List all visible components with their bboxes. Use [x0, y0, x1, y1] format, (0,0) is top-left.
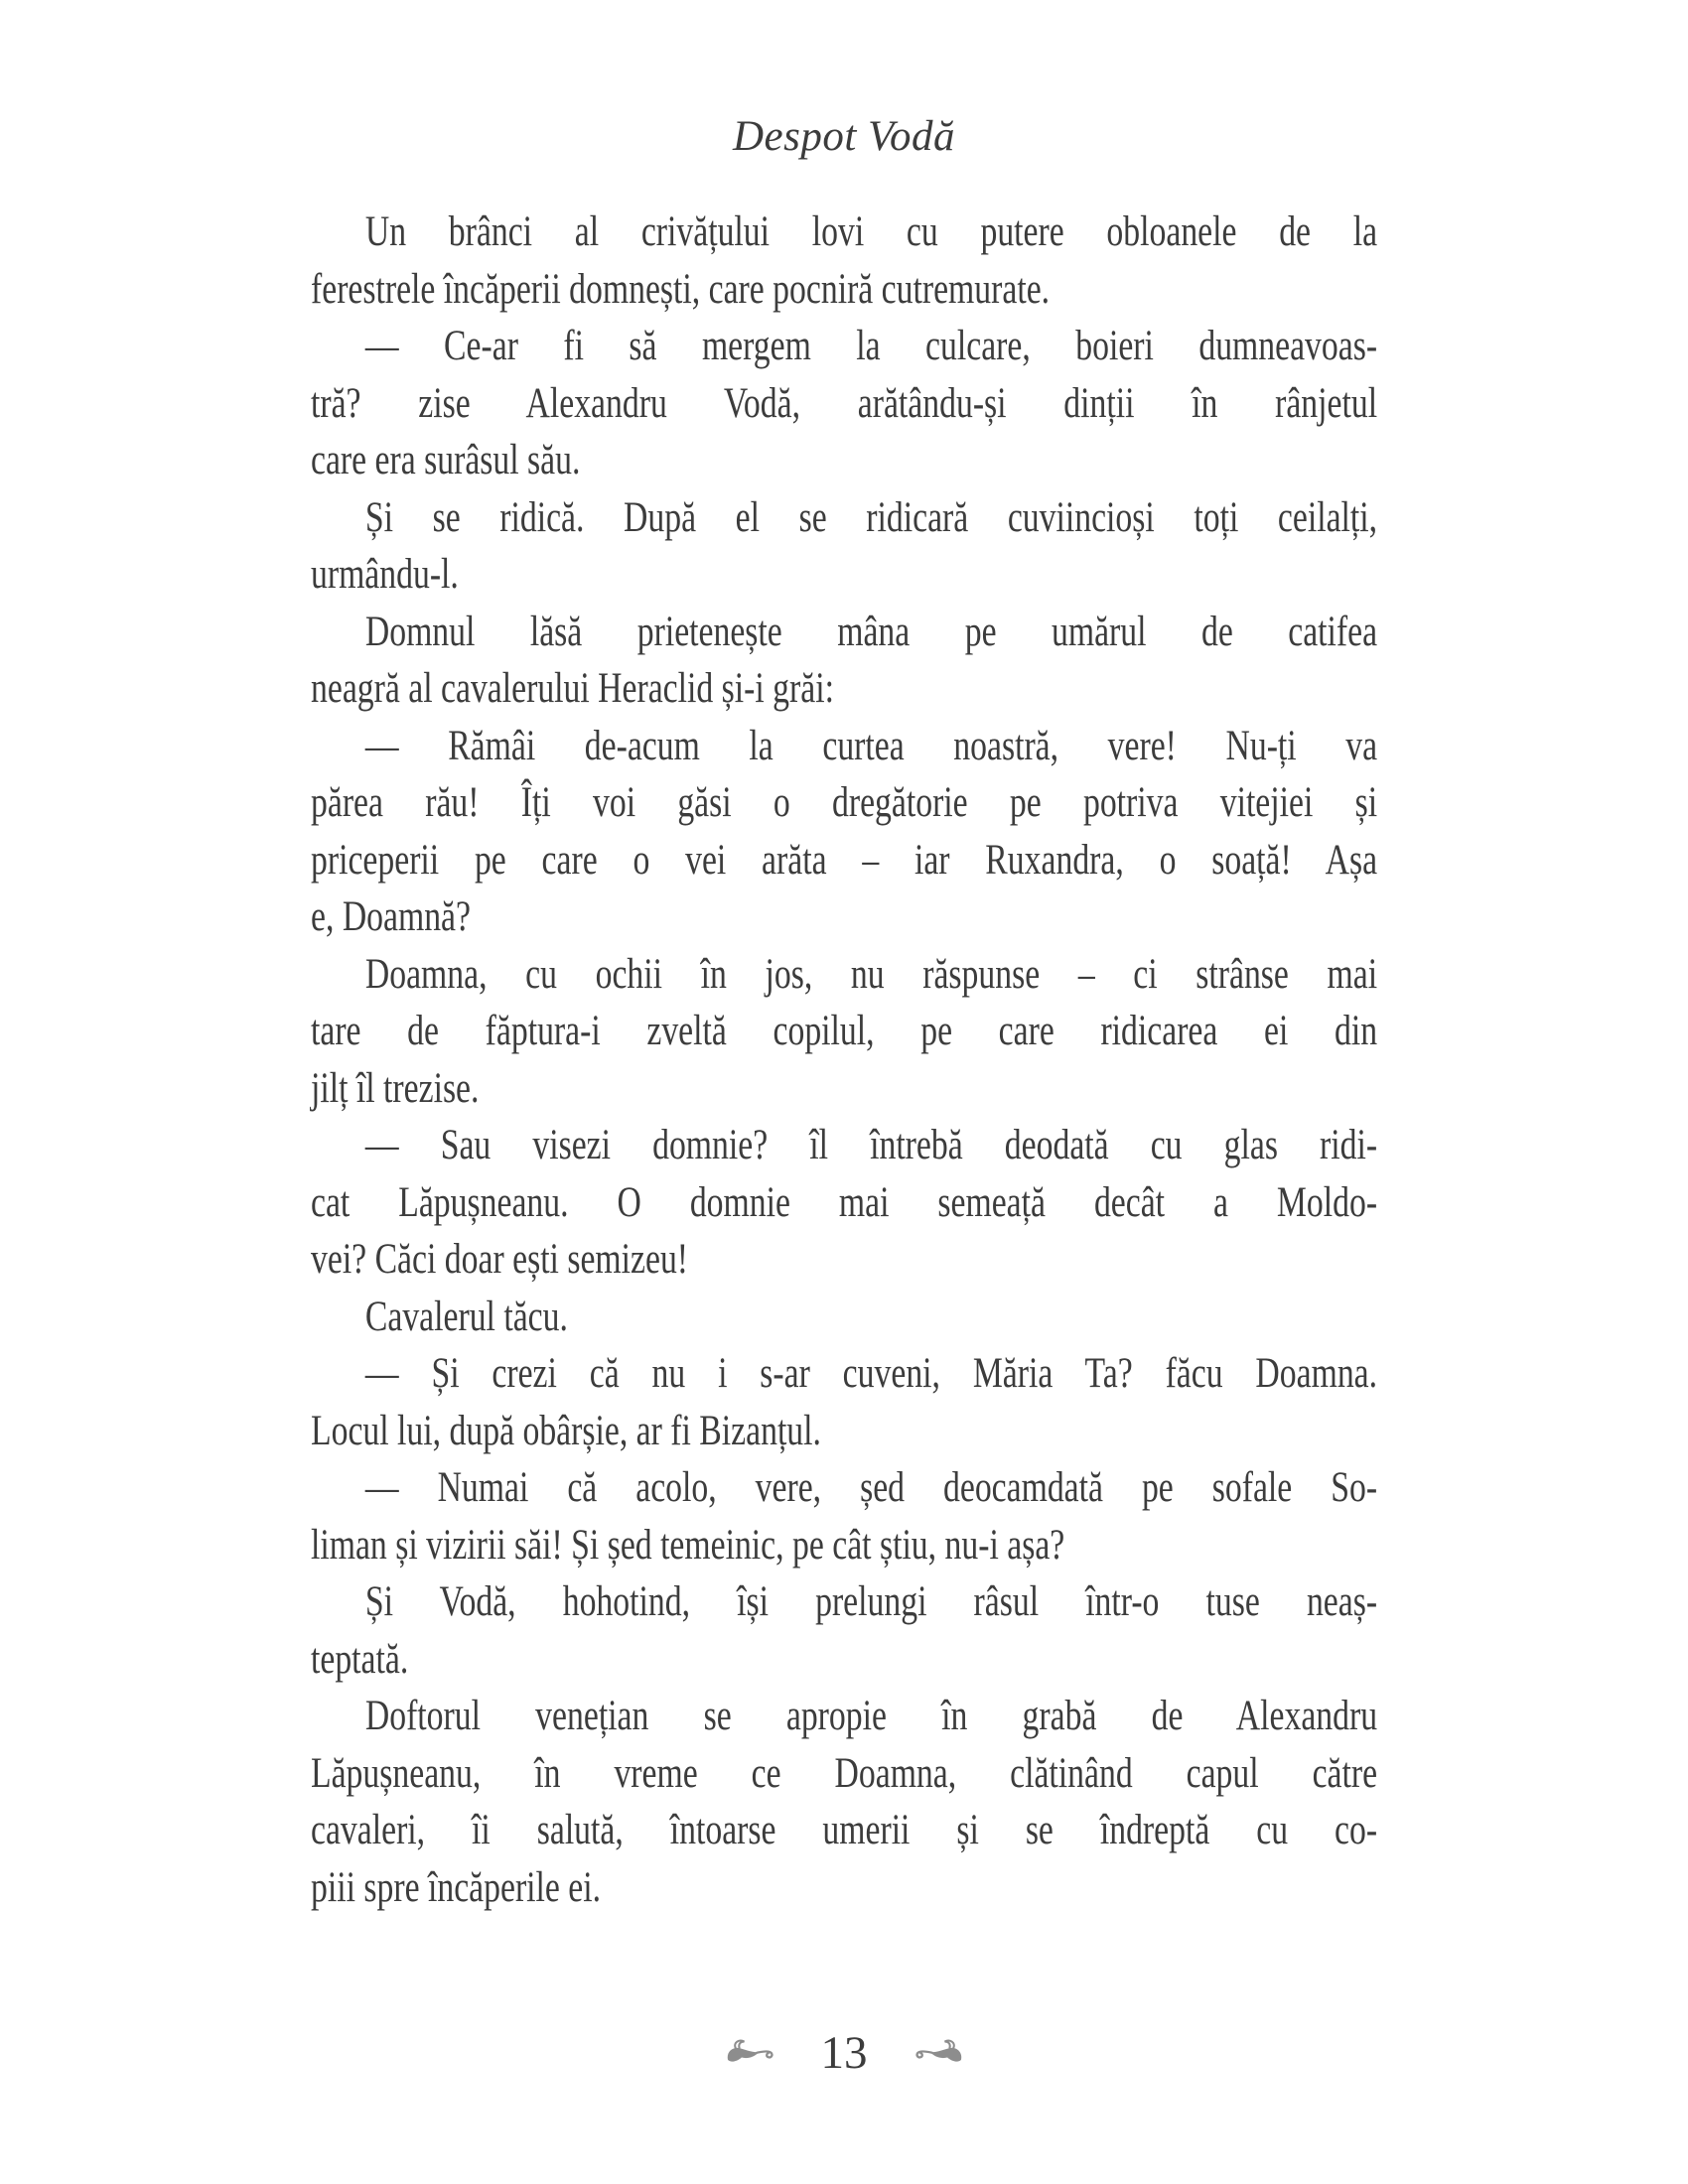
paragraph: [311, 946, 1377, 1118]
text-line: — Ce-ar fi să mergem la culcare, boieri dumneavoas-: [364, 323, 1378, 369]
text-line: e, Doamnă?: [311, 893, 471, 940]
text-line: Și se ridică. După el se ridicară cuviincioși toți ceilalți,: [364, 493, 1378, 541]
paragraph: [311, 204, 1377, 318]
text-line: urmându-l.: [311, 551, 459, 598]
text-line: Doamna, cu ochii în jos, nu răspunse – ci strânse mai: [364, 950, 1378, 998]
page-body: [311, 204, 1377, 1916]
text-line: ferestrele încăperii domnești, care pocniră cutremurate.: [311, 265, 1051, 313]
paragraph: [311, 1573, 1377, 1688]
text-line: piii spre încăperile ei.: [311, 1863, 602, 1911]
text-line: care era surâsul său.: [311, 437, 581, 483]
text-line: neagră al cavalerului Heraclid și-i grăi:: [311, 665, 834, 712]
text-line: liman și vizirii săi! Și șed temeinic, pe cât știu, nu-i așa?: [311, 1521, 1065, 1569]
fleuron-right-icon: [913, 2039, 964, 2067]
text-line: jilț îl trezise.: [311, 1064, 480, 1112]
text-line: Domnul lăsă prietenește mâna pe umărul de catifea: [364, 608, 1378, 655]
text-line: vei? Căci doar ești semizeu!: [311, 1236, 689, 1283]
text-line: Lăpușneanu, în vreme ce Doamna, clătinând capul către: [311, 1749, 1378, 1797]
fleuron-left-icon: [725, 2039, 776, 2067]
text-line: tră? zise Alexandru Vodă, arătându-și dinții în rânjetul: [311, 379, 1378, 427]
running-header: Despot Vodă: [732, 113, 956, 160]
paragraph: [311, 718, 1377, 946]
text-line: părea rău! Îți voi găsi o dregătorie pe potriva vitejiei și: [311, 779, 1378, 826]
text-line: — Rămâi de-acum la curtea noastră, vere! Nu-ți va: [364, 722, 1378, 769]
text-line: — Numai că acolo, vere, șed deocamdată pe sofale So-: [364, 1464, 1378, 1511]
text-line: Cavalerul tăcu.: [364, 1293, 568, 1340]
text-line: teptată.: [311, 1635, 409, 1683]
text-line: tare de făptura-i zveltă copilul, pe care ridicarea ei din: [311, 1008, 1378, 1054]
text-line: Doftorul venețian se apropie în grabă de Alexandru: [364, 1693, 1378, 1739]
paragraph: [311, 604, 1377, 718]
text-line: cavaleri, îi salută, întoarse umerii și se îndreptă cu co-: [311, 1807, 1378, 1853]
text-line: — Și crezi că nu i s-ar cuveni, Măria Ta? făcu Doamna.: [364, 1350, 1378, 1397]
text-line: Un brânci al crivățului lovi cu putere obloanele de la: [364, 208, 1378, 255]
text-line: Și Vodă, hohotind, își prelungi râsul într-o tuse neaș-: [364, 1578, 1378, 1625]
page-number: 13: [820, 2027, 868, 2079]
text-line: cat Lăpușneanu. O domnie mai semeață decât a Moldo-: [311, 1178, 1378, 1226]
paragraph: [311, 1345, 1377, 1459]
page-footer: [0, 2025, 1688, 2081]
text-line: priceperii pe care o vei arăta – iar Ruxandra, o soață! Așa: [311, 836, 1378, 884]
paragraph: [311, 318, 1377, 489]
paragraph: [311, 1688, 1377, 1916]
text-line: — Sau visezi domnie? îl întrebă deodată cu glas ridi-: [364, 1122, 1378, 1168]
paragraph: [311, 489, 1377, 604]
paragraph: [311, 1459, 1377, 1573]
paragraph: [311, 1289, 1377, 1346]
paragraph: [311, 1117, 1377, 1289]
text-line: Locul lui, după obârșie, ar fi Bizanțul.: [311, 1407, 821, 1454]
